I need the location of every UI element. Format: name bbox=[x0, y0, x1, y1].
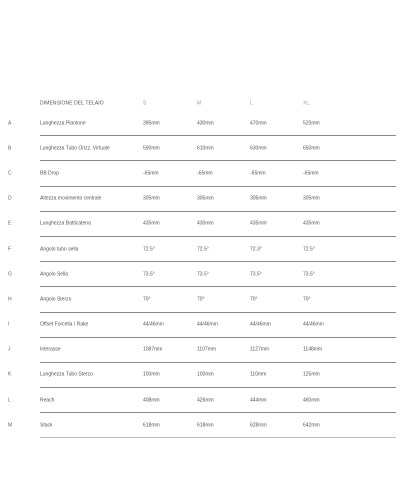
row-value-s: 70° bbox=[143, 296, 151, 303]
table-row bbox=[0, 187, 400, 212]
row-value-l: 73.5° bbox=[250, 271, 262, 278]
row-value-s: 73.5° bbox=[143, 271, 155, 278]
row-value-s: 395mm bbox=[143, 120, 160, 127]
row-dimension-name: BB Drop bbox=[40, 170, 59, 177]
row-value-xl: 520mm bbox=[303, 120, 320, 127]
row-value-m: -65mm bbox=[197, 170, 213, 177]
header-dimension: DIMENSIONE DEL TELAIO bbox=[40, 100, 104, 107]
row-value-xl: -65mm bbox=[303, 170, 319, 177]
row-value-xl: 125mm bbox=[303, 371, 320, 378]
row-dimension-name: Angolo tubo sella bbox=[40, 246, 79, 253]
row-dimension-name: Lunghezza Batticatena bbox=[40, 220, 91, 227]
row-letter: E bbox=[8, 220, 12, 227]
header-size-l: L bbox=[250, 100, 253, 107]
row-dimension-name: Lunghezza Piantone bbox=[40, 120, 86, 127]
row-value-xl: 460mm bbox=[303, 397, 320, 404]
table-row bbox=[0, 287, 400, 312]
row-value-l: 1127mm bbox=[250, 346, 270, 353]
row-value-s: 305mm bbox=[143, 195, 160, 202]
row-value-s: -65mm bbox=[143, 170, 159, 177]
table-row bbox=[0, 237, 400, 262]
row-value-m: 72.5° bbox=[197, 246, 209, 253]
row-value-m: 610mm bbox=[197, 145, 214, 152]
row-letter: G bbox=[8, 271, 12, 278]
row-value-l: 470mm bbox=[250, 120, 267, 127]
table-row bbox=[0, 111, 400, 136]
row-value-s: 590mm bbox=[143, 145, 160, 152]
table-row bbox=[0, 161, 400, 186]
row-value-s: 100mm bbox=[143, 371, 160, 378]
table-row bbox=[0, 313, 400, 338]
row-letter: I bbox=[8, 321, 10, 328]
row-value-l: 110mm bbox=[250, 371, 267, 378]
table-header bbox=[0, 97, 400, 111]
row-value-s: 1087mm bbox=[143, 346, 163, 353]
row-value-m: 618mm bbox=[197, 422, 214, 429]
table-row bbox=[0, 363, 400, 388]
row-dimension-name: Offset Forcella / Rake bbox=[40, 321, 89, 328]
row-value-m: 426mm bbox=[197, 397, 214, 404]
row-value-m: 100mm bbox=[197, 371, 214, 378]
row-dimension-name: Stack bbox=[40, 422, 53, 429]
table-row bbox=[0, 388, 400, 413]
row-letter: D bbox=[8, 195, 12, 202]
row-value-s: 435mm bbox=[143, 220, 160, 227]
row-value-s: 408mm bbox=[143, 397, 160, 404]
row-letter: H bbox=[8, 296, 12, 303]
row-value-l: 72.3° bbox=[250, 246, 262, 253]
row-value-l: 70° bbox=[250, 296, 258, 303]
row-dimension-name: Lunghezza Tubo Sterzo bbox=[40, 371, 93, 378]
row-letter: K bbox=[8, 371, 12, 378]
row-value-l: 630mm bbox=[250, 145, 267, 152]
row-value-xl: 44/46mm bbox=[303, 321, 324, 328]
row-value-l: 44/46mm bbox=[250, 321, 271, 328]
row-letter: B bbox=[8, 145, 12, 152]
row-value-l: 628mm bbox=[250, 422, 267, 429]
table-row bbox=[0, 413, 400, 438]
row-value-m: 70° bbox=[197, 296, 205, 303]
row-dimension-name: Angolo Sella bbox=[40, 271, 69, 278]
row-dimension-name: Lunghezza Tubo Orizz. Virtuale bbox=[40, 145, 110, 152]
header-size-xl: XL bbox=[303, 100, 310, 107]
row-dimension-name: Interasse bbox=[40, 346, 61, 353]
row-value-xl: 650mm bbox=[303, 145, 320, 152]
table-row bbox=[0, 212, 400, 237]
row-letter: F bbox=[8, 246, 12, 253]
row-letter: J bbox=[8, 346, 11, 353]
row-letter: A bbox=[8, 120, 12, 127]
row-value-m: 1107mm bbox=[197, 346, 217, 353]
table-row bbox=[0, 136, 400, 161]
row-value-xl: 70° bbox=[303, 296, 311, 303]
header-size-s: S bbox=[143, 100, 147, 107]
row-value-s: 618mm bbox=[143, 422, 160, 429]
row-value-l: -65mm bbox=[250, 170, 266, 177]
row-dimension-name: Altezza movimento centrale bbox=[40, 195, 102, 202]
header-size-m: M bbox=[197, 100, 202, 107]
row-value-xl: 72.5° bbox=[303, 246, 315, 253]
frame-geometry-table bbox=[0, 97, 400, 438]
row-value-xl: 305mm bbox=[303, 195, 320, 202]
row-dimension-name: Reach bbox=[40, 397, 55, 404]
row-letter: C bbox=[8, 170, 12, 177]
row-value-xl: 435mm bbox=[303, 220, 320, 227]
row-letter: L bbox=[8, 397, 11, 404]
row-value-m: 44/46mm bbox=[197, 321, 218, 328]
row-value-m: 430mm bbox=[197, 120, 214, 127]
row-value-xl: 73.5° bbox=[303, 271, 315, 278]
row-divider bbox=[40, 437, 396, 438]
row-value-l: 305mm bbox=[250, 195, 267, 202]
table-body bbox=[0, 111, 400, 438]
table-row bbox=[0, 338, 400, 363]
row-value-l: 444mm bbox=[250, 397, 267, 404]
row-letter: M bbox=[8, 422, 13, 429]
row-value-s: 44/46mm bbox=[143, 321, 164, 328]
table-row bbox=[0, 262, 400, 287]
row-value-m: 73.5° bbox=[197, 271, 209, 278]
row-dimension-name: Angolo Sterzo bbox=[40, 296, 72, 303]
row-value-m: 305mm bbox=[197, 195, 214, 202]
row-value-m: 430mm bbox=[197, 220, 214, 227]
row-value-l: 435mm bbox=[250, 220, 267, 227]
row-value-s: 72.5° bbox=[143, 246, 155, 253]
row-value-xl: 642mm bbox=[303, 422, 320, 429]
row-value-xl: 1148mm bbox=[303, 346, 323, 353]
